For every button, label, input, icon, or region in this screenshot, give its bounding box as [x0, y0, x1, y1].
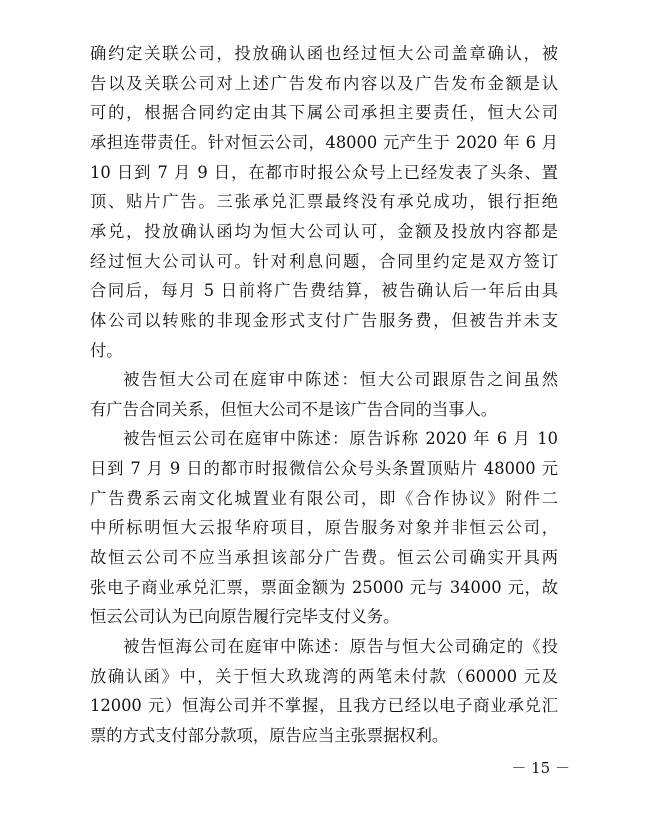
body-text-line: 经过恒大公司认可。针对利息问题，合同里约定是双方签订 — [90, 252, 558, 271]
body-text-line: 告以及关联公司对上述广告发布内容以及广告发布金额是认 — [90, 74, 558, 93]
body-text-line: 顶、贴片广告。三张承兑汇票最终没有承兑成功，银行拒绝 — [90, 192, 558, 211]
body-text-line: 10 日到 7 月 9 日，在都市时报公众号上已经发表了头条、置 — [90, 163, 558, 182]
body-text-line: 12000 元）恒海公司并不掌握，且我方已经以电子商业承兑汇 — [90, 696, 558, 715]
body-text-line: 恒云公司认为已向原告履行完毕支付义务。 — [90, 607, 400, 626]
body-text-line: 合同后，每月 5 日前将广告费结算，被告确认后一年后由具 — [90, 281, 558, 300]
body-text-line: 票的方式支付部分款项，原告应当主张票据权利。 — [90, 726, 449, 745]
body-text-line: 中所标明恒大云报华府项目，原告服务对象并非恒云公司， — [90, 518, 558, 537]
page-number: － 15 － — [511, 759, 570, 777]
body-text-line: 有广告合同关系，但恒大公司不是该广告合同的当事人。 — [90, 400, 498, 419]
body-text-line: 日到 7 月 9 日的都市时报微信公众号头条置顶贴片 48000 元 — [90, 459, 558, 478]
paragraph-first-line: 被告恒云公司在庭审中陈述：原告诉称 2020 年 6 月 10 — [123, 429, 558, 448]
body-text-line: 付。 — [90, 341, 123, 360]
body-text-line: 确约定关联公司，投放确认函也经过恒大公司盖章确认，被 — [90, 44, 558, 63]
body-text-line: 张电子商业承兑汇票，票面金额为 25000 元与 34000 元，故 — [90, 578, 558, 597]
body-text-line: 体公司以转账的非现金形式支付广告服务费，但被告并未支 — [90, 311, 558, 330]
body-text-line: 承兑，投放确认函均为恒大公司认可，金额及投放内容都是 — [90, 222, 558, 241]
body-text-line: 可的，根据合同约定由其下属公司承担主要责任，恒大公司 — [90, 103, 558, 122]
body-text-line: 放确认函》中，关于恒大玖珑湾的两笔未付款（60000 元及 — [90, 667, 558, 686]
paragraph-first-line: 被告恒大公司在庭审中陈述：恒大公司跟原告之间虽然 — [123, 370, 558, 389]
paragraph-first-line: 被告恒海公司在庭审中陈述：原告与恒大公司确定的《投 — [123, 637, 558, 656]
body-text-line: 故恒云公司不应当承担该部分广告费。恒云公司确实开具两 — [90, 548, 558, 567]
body-text-line: 承担连带责任。针对恒云公司，48000 元产生于 2020 年 6 月 — [90, 133, 558, 152]
body-text-line: 广告费系云南文化城置业有限公司，即《合作协议》附件二 — [90, 489, 558, 508]
